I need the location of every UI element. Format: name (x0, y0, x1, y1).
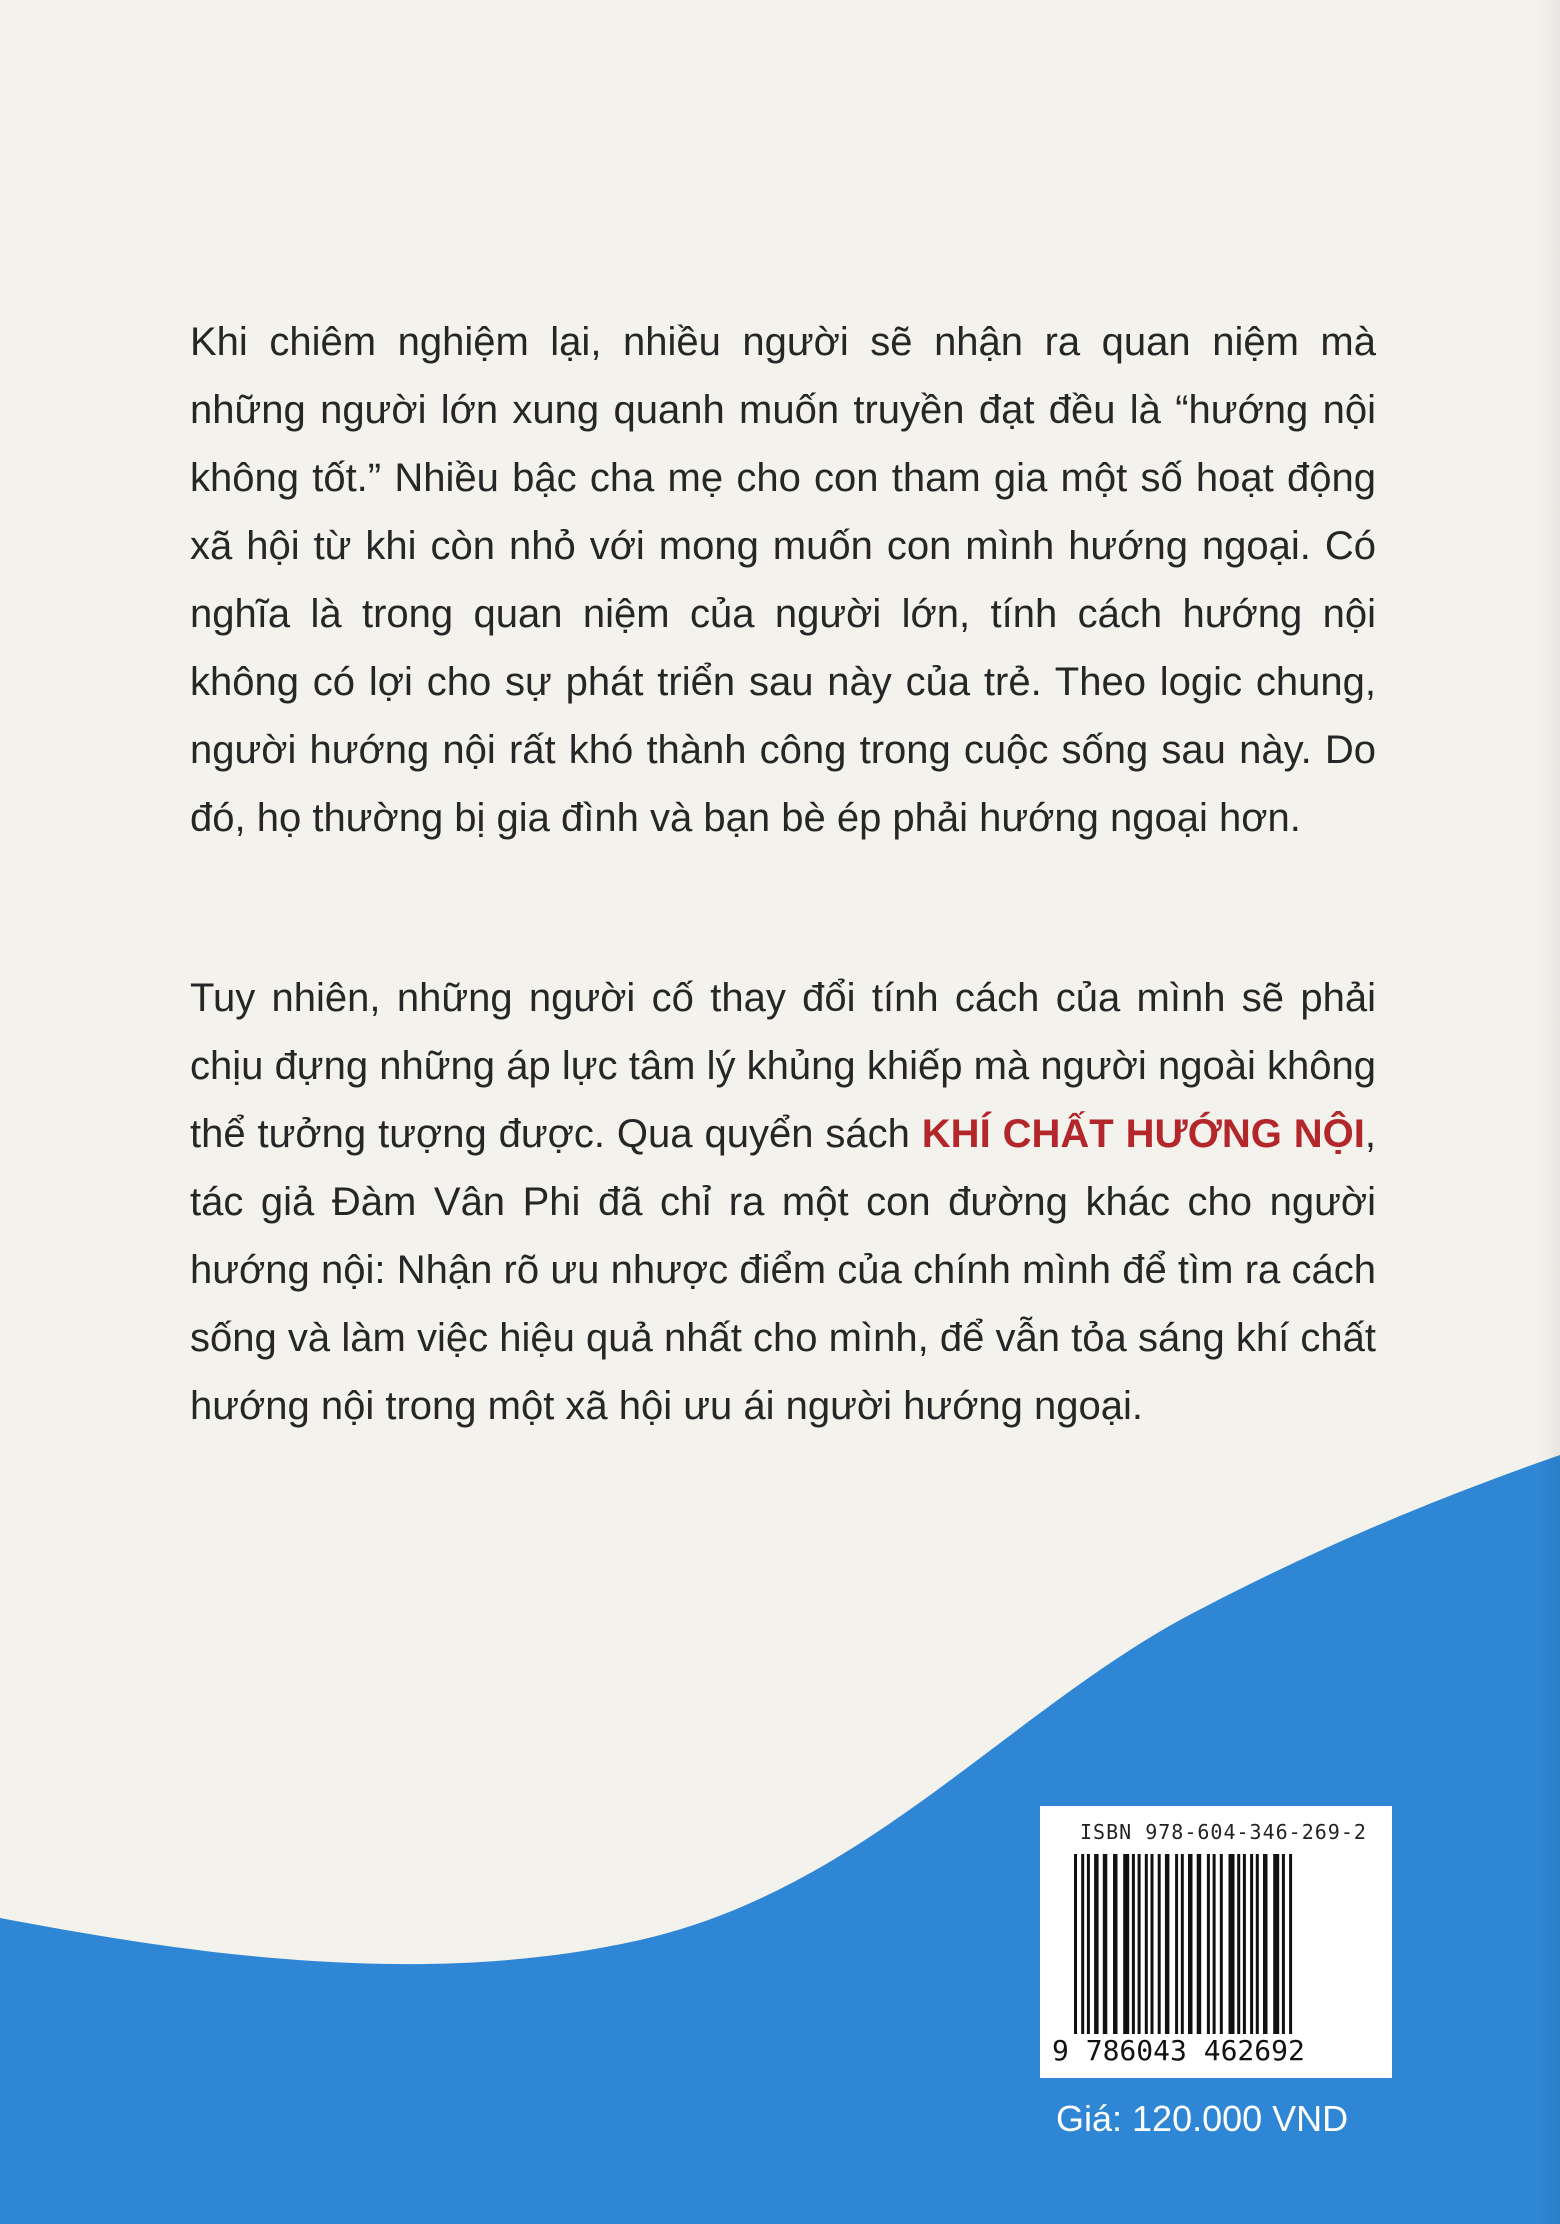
barcode-bar (1175, 1854, 1178, 2034)
barcode-bar (1229, 1854, 1235, 2034)
barcode-bar (1250, 1854, 1253, 2034)
barcode-bar (1188, 1854, 1193, 2034)
barcode-bars (1070, 1854, 1370, 2034)
barcode-bar (1207, 1854, 1210, 2034)
barcode-bar (1081, 1854, 1084, 2034)
barcode-digits: 9 786043 462692 (1052, 2034, 1305, 2067)
isbn-number: ISBN 978-604-346-269-2 (1080, 1820, 1367, 1844)
barcode-bar (1165, 1854, 1170, 2034)
barcode-bar (1237, 1854, 1240, 2034)
barcode-bar (1132, 1854, 1135, 2034)
barcode-bar (1145, 1854, 1148, 2034)
page-edge-shadow (1538, 0, 1560, 2224)
barcode-bar (1213, 1854, 1216, 2034)
barcode-bar (1158, 1854, 1161, 2034)
price-label: Giá: 120.000 VND (1056, 2098, 1349, 2139)
barcode-bar (1197, 1854, 1202, 2034)
barcode-bar (1103, 1854, 1108, 2034)
barcode-bar (1074, 1854, 1077, 2034)
barcode-bar (1289, 1854, 1292, 2034)
description-paragraph-1: Khi chiêm nghiệm lại, nhiều người sẽ nhận ra quan niệm mà những người lớn xung quanh muốn truyền đạt đều là “hướng nội không tốt.” Nhiều bậc cha mẹ cho con tham gia một số hoạt động xã hội từ khi còn nhỏ với mong muốn con mình hướng ngoại. Có nghĩa là trong quan niệm của người lớn, tính cách hướng nội không có lợi cho sự phát triển sau này của trẻ. Theo logic chung, người hướng nội rất khó thành công trong cuộc sống sau này. Do đó, họ thường bị gia đình và bạn bè ép phải hướng ngoại hơn. (190, 320, 1376, 840)
barcode-bar (1094, 1854, 1099, 2034)
barcode-bar (1243, 1854, 1246, 2034)
barcode-bar (1113, 1854, 1118, 2034)
description-paragraph-2 (190, 964, 1376, 1440)
barcode-bar (1220, 1854, 1223, 2034)
barcode-bar (1256, 1854, 1259, 2034)
barcode-bar (1138, 1854, 1141, 2034)
barcode-bar (1181, 1854, 1184, 2034)
paragraph-2-intro: Tuy nhiên, những người cố thay đổi tính cách của mình sẽ phải chịu đựng những áp lực tâm lý khủng khiếp mà người ngoài không thể tưởng tượng được. Qua quyển sách (190, 976, 1376, 1156)
barcode-bar (1273, 1854, 1279, 2034)
barcode-bar (1123, 1854, 1129, 2034)
barcode-bar (1282, 1854, 1285, 2034)
book-title-highlight: KHÍ CHẤT HƯỚNG NỘI (921, 1112, 1365, 1156)
barcode-bar (1263, 1854, 1268, 2034)
paragraph-2-rest: , tác giả Đàm Vân Phi đã chỉ ra một con đường khác cho người hướng nội: Nhận rõ ưu nhược điểm của chính mình để tìm ra cách sống và làm việc hiệu quả nhất cho mình, để vẫn tỏa sáng khí chất hướng nội trong một xã hội ưu ái người hướng ngoại. (190, 1112, 1376, 1428)
barcode-bar (1087, 1854, 1090, 2034)
barcode-sticker (1040, 1806, 1392, 2078)
barcode-bar (1151, 1854, 1154, 2034)
